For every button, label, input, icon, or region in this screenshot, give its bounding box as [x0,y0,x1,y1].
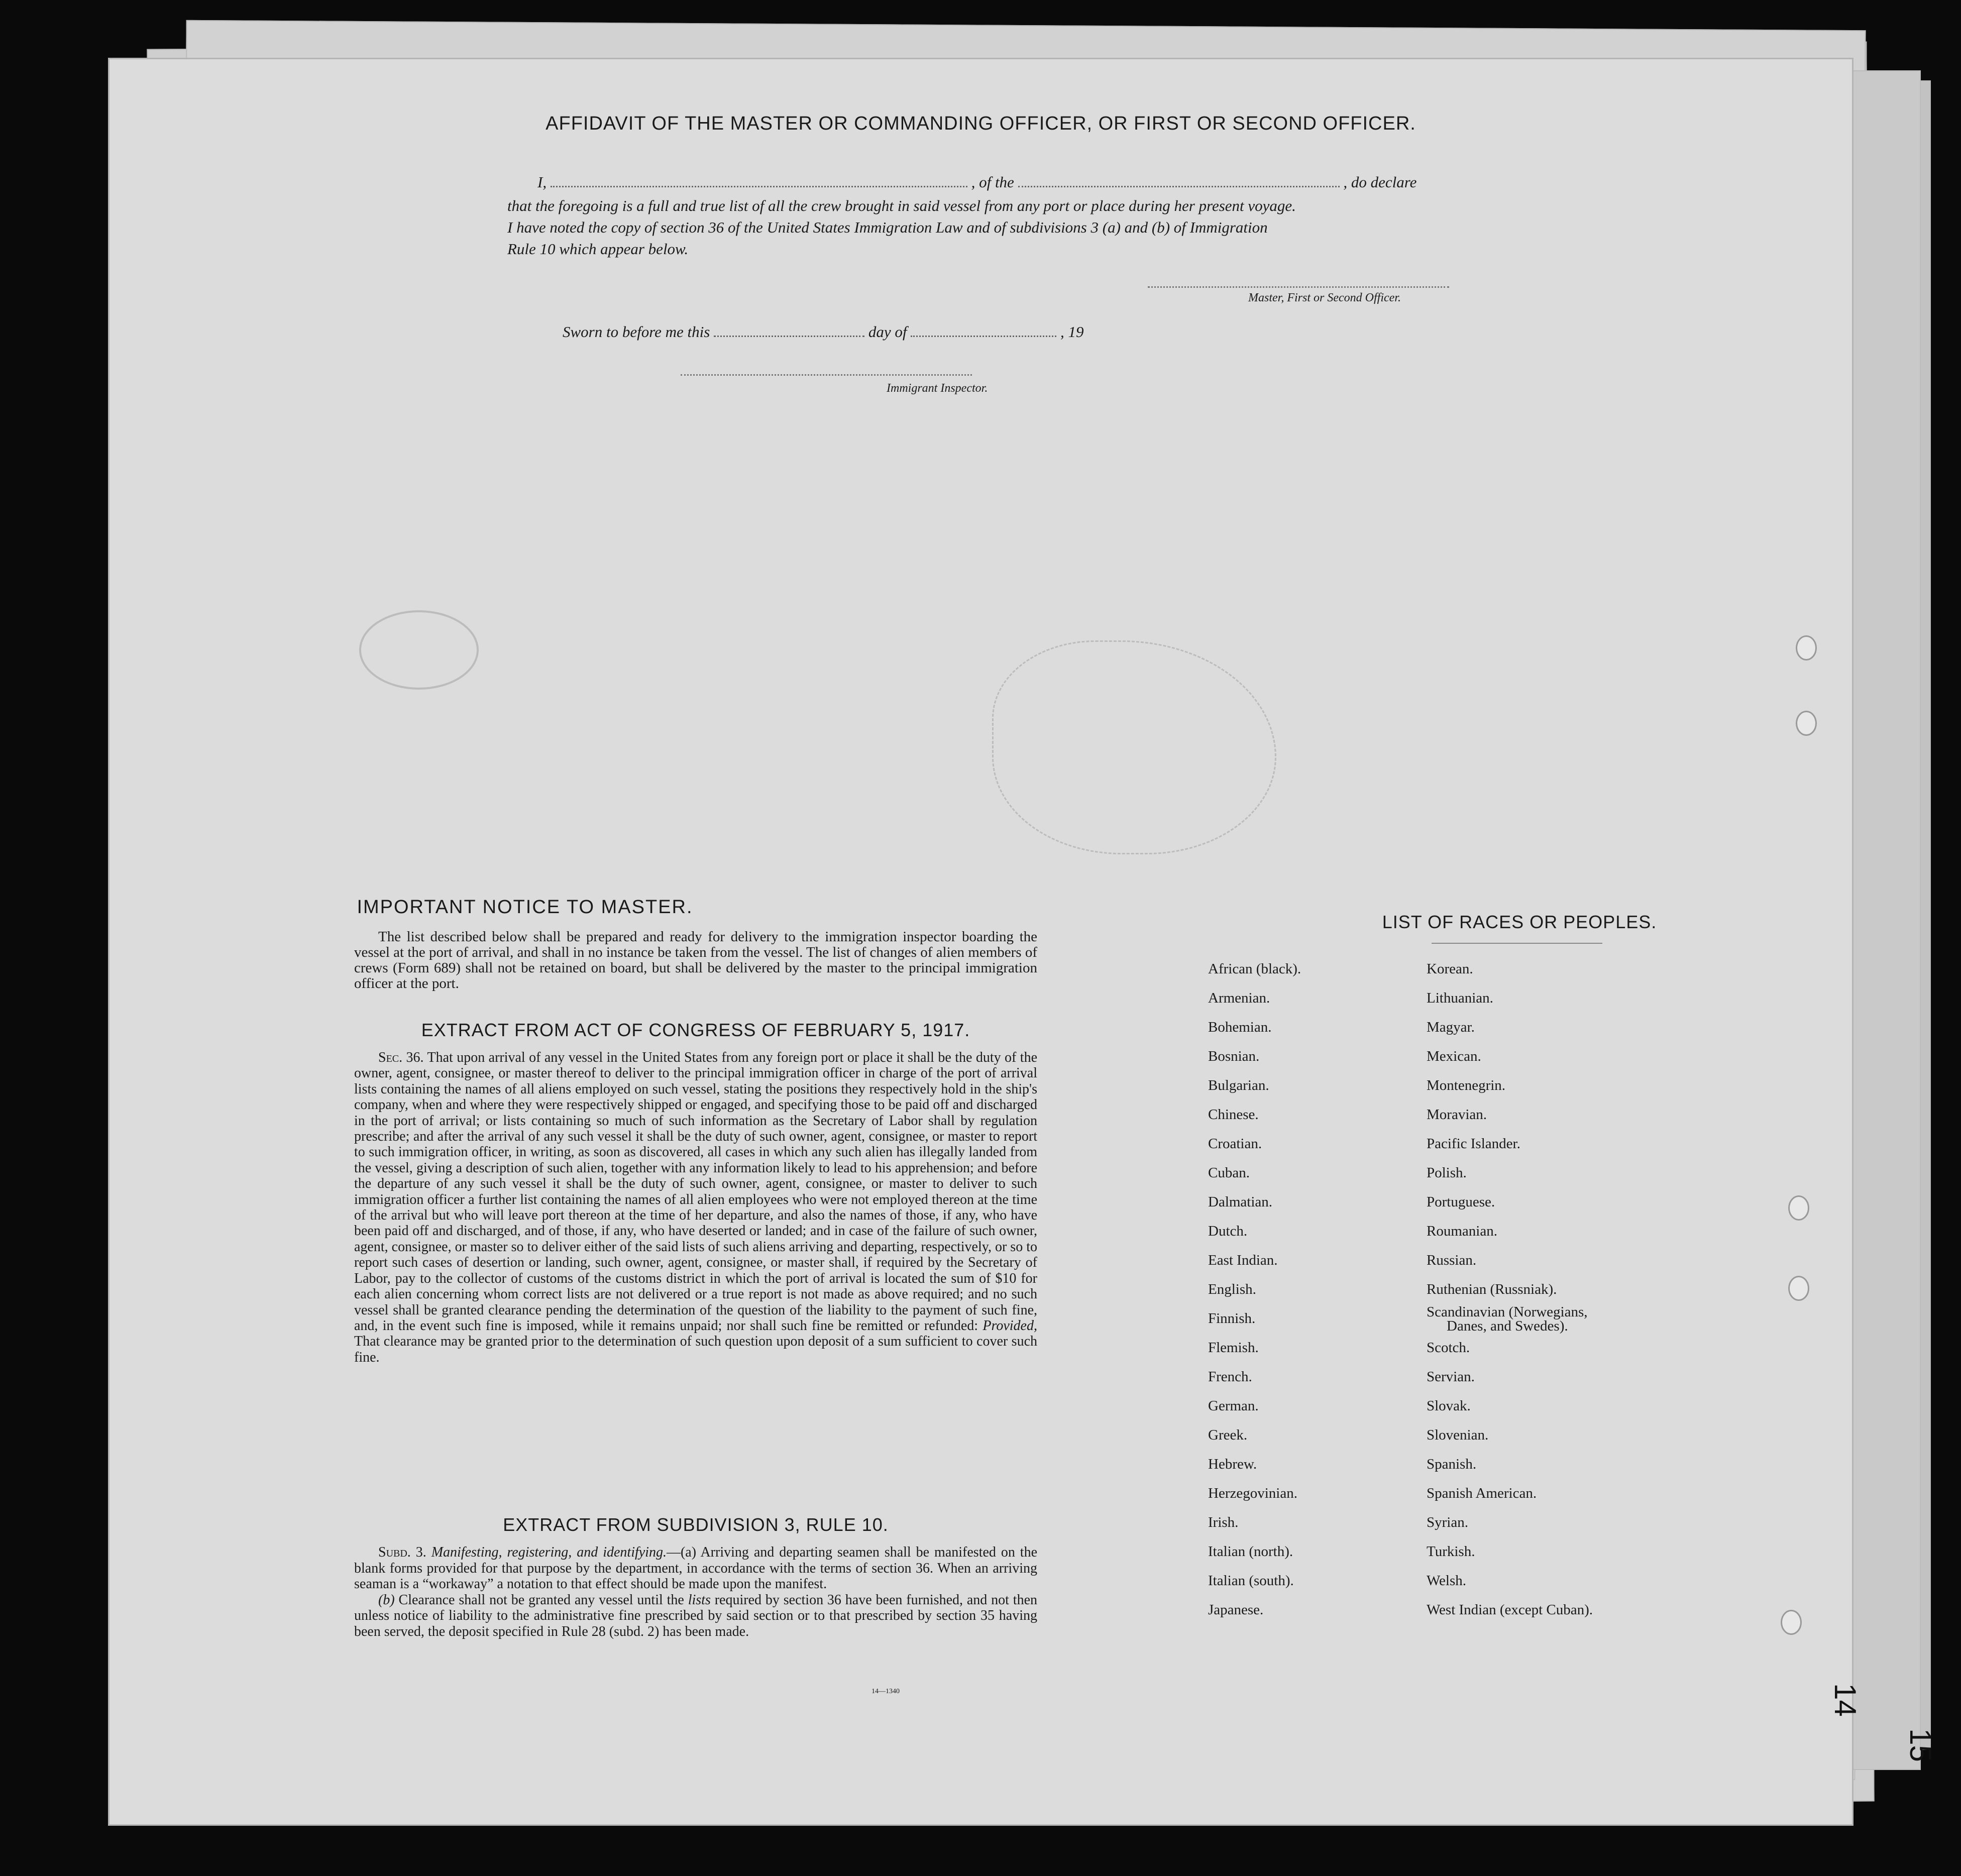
race-item: Bohemian. [1208,1019,1272,1035]
punch-hole [1781,1610,1802,1635]
day-of-label: day of [868,323,907,341]
race-item: Croatian. [1208,1136,1262,1152]
race-item: Flemish. [1208,1340,1259,1356]
paragraph-b-text-1: Clearance shall not be granted any vessel until the [398,1592,684,1608]
signature-label: Master, First or Second Officer. [1248,291,1401,304]
section-36-text [354,1050,1037,1365]
race-item: Bulgarian. [1208,1077,1269,1093]
race-item: Servian. [1427,1369,1475,1385]
affidavit-line-3: I have noted the copy of section 36 of the United States Immigration Law and of subdivisions 3 (a) and (b) of Immigration [507,218,1268,236]
race-item: Armenian. [1208,990,1270,1006]
subdivision-paragraph-b [354,1592,1037,1640]
paragraph-b-text-2: required by section 36 have been furnished, and not then unless notice of liability to the administrative fine prescribed by said section or to that prescribed by section 35 having been served, the deposit specified in Rule 28 (subd. 2) has been made. [354,1592,1038,1639]
race-item: Magyar. [1427,1019,1475,1035]
punch-hole [1796,711,1817,736]
race-item: Italian (south). [1208,1573,1294,1589]
page-number-handwritten: 14 [1828,1683,1862,1717]
race-item: Hebrew. [1208,1456,1257,1472]
lists-word: lists [688,1592,711,1608]
section-label: Sec. 36. [378,1050,424,1065]
affidavit-line-1 [537,173,1577,191]
race-item: Dalmatian. [1208,1194,1273,1210]
race-item: Ruthenian (Russniak). [1427,1281,1557,1297]
year-label: , 19 [1060,323,1084,341]
punch-hole [1788,1195,1809,1221]
races-divider [1432,943,1602,944]
race-item [1427,1304,1593,1333]
race-item-line: Danes, and Swedes). [1447,1318,1568,1334]
subdivision-label: Subd. 3. [378,1544,426,1560]
race-item: French. [1208,1369,1252,1385]
race-item: Japanese. [1208,1602,1264,1618]
race-item: Cuban. [1208,1165,1250,1181]
race-item: Russian. [1427,1252,1477,1268]
race-item: Montenegrin. [1427,1077,1506,1093]
affidavit-title: AFFIDAVIT OF THE MASTER OR COMMANDING OFFICER, OR FIRST OR SECOND OFFICER. [546,113,1416,134]
race-item: African (black). [1208,961,1301,977]
race-item: Bosnian. [1208,1048,1260,1064]
races-title: LIST OF RACES OR PEOPLES. [1382,912,1657,932]
inspector-signature-line[interactable] [681,374,972,376]
affidavit-line-4: Rule 10 which appear below. [507,240,689,258]
race-item: Slovak. [1427,1398,1471,1414]
race-item: Chinese. [1208,1107,1259,1123]
section-36-body: That upon arrival of any vessel in the United States from any foreign port or place it shall be the duty of the owner, agent, consignee, or master thereof to deliver to the principal immigration officer in charge of the port of arrival lists containing the names of all aliens employed on such vessel, stating the positions they respectively hold in the ship's company, when and where they were respectively shipped or engaged, and specifying those to be paid off and discharged in the port of arrival; or lists containing so much of such information as the Secretary of Labor shall by regulation prescribe; and after the arrival of any such vessel it shall be the duty of such owner, agent, consignee, or master to report to such immigration officer, in writing, as soon as discovered, all cases in which any such alien has illegally landed from the vessel, giving a description of such alien, together with any information likely to lead to his apprehension; and before the departure of any such vessel it shall be the duty of such owner, agent, consignee, or master to deliver to such immigration officer a further list containing the names of all alien employees who were not employed thereon at the time of the arrival but who will leave port thereon at the time of her departure, and also the names of those, if any, who have been paid off and discharged, and of those, if any, who have deserted or landed; and in case of the failure of such owner, agent, consignee, or master so to deliver either of the said lists of such aliens arriving and departing, respectively, or so to report such cases of desertion or landing, such owner, agent, consignee, or master shall, if required by the Secretary of Labor, pay to the collector of customs of the customs district in which the port of arrival is located the sum of $10 for each alien concerning whom correct lists are not delivered or a true report is not made as above required; and no such vessel shall be granted clearance pending the determination of the question of the liability to the payment of such fine, and, in the event such fine is imposed, while it remains unpaid; nor shall such fine be remitted or refunded: [354,1050,1037,1334]
race-item: Greek. [1208,1427,1248,1443]
extract-act-title: EXTRACT FROM ACT OF CONGRESS OF FEBRUARY 5, 1917. [421,1020,970,1040]
provided-word: Provided, [983,1317,1037,1334]
race-item: Polish. [1427,1165,1467,1181]
race-item: German. [1208,1398,1259,1414]
subdivision-heading: Manifesting, registering, and identifying. [431,1544,667,1560]
punch-hole [1788,1276,1809,1301]
sworn-line [563,323,1083,341]
race-item: Dutch. [1208,1223,1248,1239]
affidavit-do-declare: , do declare [1343,173,1417,191]
race-item: English. [1208,1281,1256,1297]
race-item: Slovenian. [1427,1427,1489,1443]
race-item: Spanish. [1427,1456,1477,1472]
race-item: Lithuanian. [1427,990,1493,1006]
race-item: Spanish American. [1427,1485,1537,1501]
vessel-blank[interactable] [1018,175,1340,187]
paragraph-a-text: —(a) Arriving and departing seamen shall be manifested on the blank forms provided for that purpose by the department, in accordance with the terms of section 36. When an arriving seaman is a “workaway” a notation to that effect should be made upon the manifest. [354,1544,1038,1592]
race-item: Portuguese. [1427,1194,1495,1210]
subdivision-3-text [354,1544,1037,1639]
race-item: Finnish. [1208,1310,1256,1327]
name-blank[interactable] [551,175,967,187]
sworn-label: Sworn to before me this [563,323,710,341]
subdivision-paragraph-a [354,1544,1037,1592]
race-item: Welsh. [1427,1573,1467,1589]
extract-rule-title: EXTRACT FROM SUBDIVISION 3, RULE 10. [503,1514,889,1535]
section-36-tail: That clearance may be granted prior to the determination of such question upon deposit of a sum sufficient to cover such fine. [354,1334,1037,1365]
race-item: Herzegovinian. [1208,1485,1297,1501]
inspector-label: Immigrant Inspector. [887,382,988,395]
race-item: Roumanian. [1427,1223,1497,1239]
race-item: Italian (north). [1208,1543,1293,1560]
race-item: Scotch. [1427,1340,1470,1356]
race-item: Turkish. [1427,1543,1475,1560]
faint-signature-mark [992,640,1276,854]
races-column-1 [1208,954,1301,1624]
signature-line[interactable] [1148,286,1449,288]
affidavit-line-2: that the foregoing is a full and true list of all the crew brought in said vessel from any port or place during her present voyage. [507,197,1296,214]
race-item: West Indian (except Cuban). [1427,1602,1593,1618]
paragraph-b-label: (b) [378,1592,395,1608]
race-item: Korean. [1427,961,1473,977]
month-blank[interactable] [911,324,1056,337]
punch-hole [1796,635,1817,660]
race-item: Pacific Islander. [1427,1136,1520,1152]
notice-body: The list described below shall be prepared and ready for delivery to the immigration inspector boarding the vessel at the port of arrival, and shall in no instance be taken from the vessel. The list of changes of alien members of crews (Form 689) shall not be retained on board, but shall be delivered by the master to the principal immigration officer at the port. [354,929,1037,991]
race-item-line: Scandinavian (Norwegians, [1427,1304,1588,1320]
race-item: Syrian. [1427,1514,1468,1530]
day-blank[interactable] [714,324,864,337]
affidavit-of-the: , of the [971,173,1014,191]
race-item: Irish. [1208,1514,1239,1530]
faint-stamp [359,610,479,690]
races-column-2 [1427,954,1593,1624]
notice-title: IMPORTANT NOTICE TO MASTER. [357,897,693,918]
race-item: East Indian. [1208,1252,1278,1268]
form-number: 14—1340 [871,1688,900,1695]
race-item: Mexican. [1427,1048,1481,1064]
document-page [108,58,1854,1826]
race-item: Moravian. [1427,1107,1487,1123]
affidavit-i-label: I, [537,173,547,191]
page-number-handwritten: 15 [1903,1728,1937,1762]
